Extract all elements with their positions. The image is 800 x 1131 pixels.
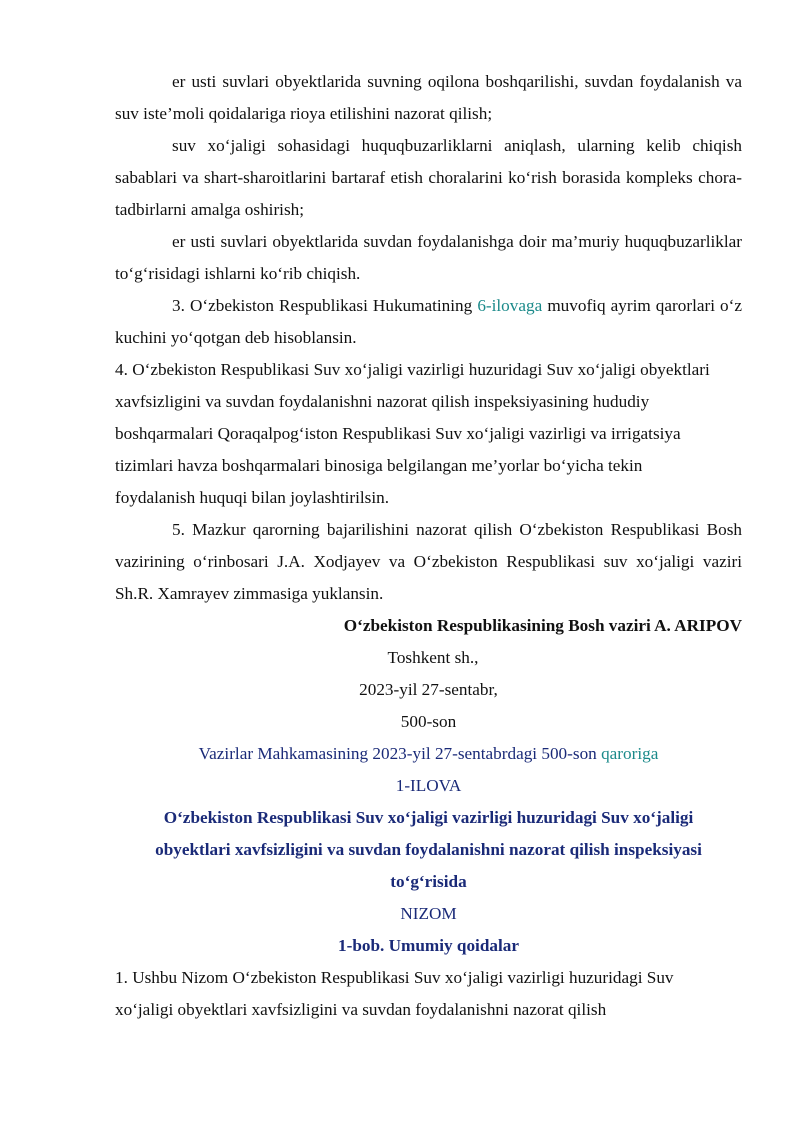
clause-1-line-1: 1. Ushbu Nizom O‘zbekiston Respublikasi Suv xo‘jaligi vazirligi huzuridagi Suv	[115, 968, 674, 987]
resolution-link[interactable]: qaroriga	[601, 744, 659, 763]
paragraph-clause-4: 4. O‘zbekiston Respublikasi Suv xo‘jaligi vazirligi huzuridagi Suv xo‘jaligi obyektlari xavfsizligini va suvdan foydalanishni nazorat qilish inspeksiyasining hududiy boshqarmalari Qoraqalpog‘iston Respublikasi Suv xo‘jaligi vazirligi va irrigatsiya tizimlari havza boshqarmalari binosiga belgilangan me’yorlar bo‘yicha tekin foydalanish huquqi bilan joylashtirilsin.	[115, 360, 710, 507]
clause-3-text-end: muvofiq ayrim qarorlari o‘z kuchini yo‘qotgan deb hisoblansin.	[115, 296, 742, 347]
clause-3-text-start: 3. O‘zbekiston Respublikasi Hukumatining	[172, 296, 478, 315]
annex-6-link[interactable]: 6-ilovaga	[477, 296, 543, 315]
annex-title-line-1: O‘zbekiston Respublikasi Suv xo‘jaligi vazirligi huzuridagi Suv xo‘jaligi	[163, 808, 694, 827]
paragraph-surface-water-control: er usti suvlari obyektlarida suvning oqilona boshqarilishi, suvdan foydalanish va suv iste’moli qoidalariga rioya etilishini nazorat qilish;	[115, 72, 742, 123]
signer: O‘zbekiston Respublikasining Bosh vaziri A. ARIPOV	[343, 616, 742, 635]
annex-label: 1-ILOVA	[395, 776, 462, 795]
signature-date: 2023-yil 27-sentabr,	[359, 680, 498, 699]
chapter-heading: 1-bob. Umumiy qoidalar	[338, 936, 519, 955]
paragraph-violations-measures: suv xo‘jaligi sohasidagi huquqbuzarliklarni aniqlash, ularning kelib chiqish sabablari va shart-sharoitlarini bartaraf etish choralarini ko‘rish borasida kompleks chora-tadbirlarni amalga oshirish;	[115, 136, 742, 219]
document-type: NIZOM	[400, 904, 457, 923]
annex-reference-text: Vazirlar Mahkamasining 2023-yil 27-sentabrdagi 500-son	[198, 744, 602, 763]
paragraph-clause-3	[115, 290, 742, 354]
document-page	[115, 66, 742, 1026]
signature-city: Toshkent sh.,	[387, 648, 479, 667]
paragraph-clause-5: 5. Mazkur qarorning bajarilishini nazorat qilish O‘zbekiston Respublikasi Bosh vazirining o‘rinbosari J.A. Xodjayev va O‘zbekiston Respublikasi suv xo‘jaligi vaziri Sh.R. Xamrayev zimmasiga yuklansin.	[115, 520, 742, 603]
annex-title-line-2: obyektlari xavfsizligini va suvdan foydalanishni nazorat qilish inspeksiyasi	[155, 840, 702, 859]
clause-1-line-2: xo‘jaligi obyektlari xavfsizligini va suvdan foydalanishni nazorat qilish	[115, 1000, 607, 1019]
paragraph-administrative-cases: er usti suvlari obyektlarida suvdan foydalanishga doir ma’muriy huquqbuzarliklar to‘g‘risidagi ishlarni ko‘rib chiqish.	[115, 232, 742, 283]
annex-reference	[115, 738, 742, 770]
signature-number: 500-son	[400, 712, 457, 731]
annex-title-line-3: to‘g‘risida	[390, 872, 467, 891]
